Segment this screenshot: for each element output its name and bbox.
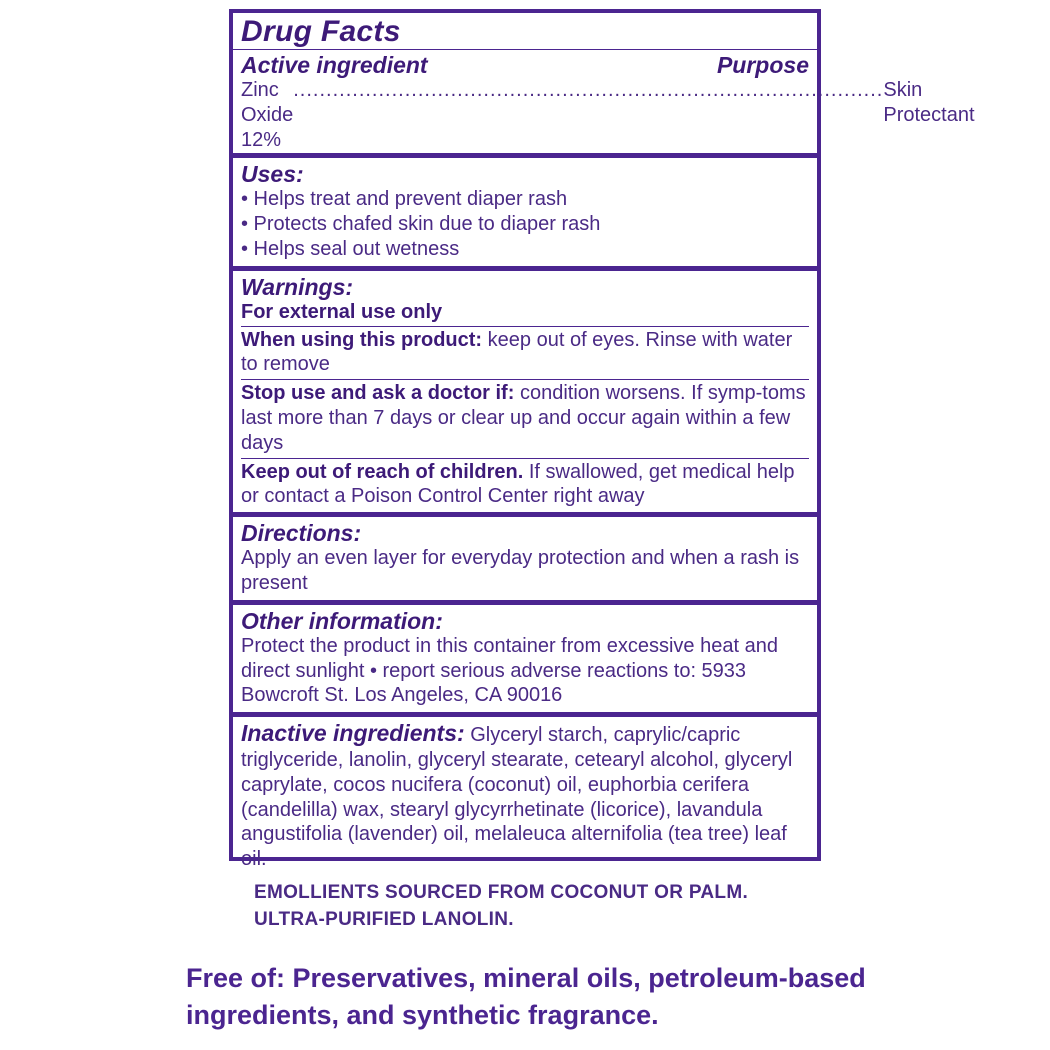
dot-leader: .......................................................................................... xyxy=(293,79,884,101)
directions-section xyxy=(233,512,817,600)
stop-use-text: condition worsens. If symp-toms last more than 7 days or clear up and occur again within a few days xyxy=(241,382,806,454)
purpose-heading: Purpose xyxy=(716,52,809,78)
keep-out-label: Keep out of reach of children. xyxy=(241,460,524,483)
inactive-ingredients-section xyxy=(233,712,817,872)
other-information-section xyxy=(233,600,817,712)
emollients-note-line: EMOLLIENTS SOURCED FROM COCONUT OR PALM. xyxy=(254,882,749,903)
keep-out-text: If swallowed, get medical help or contact a Poison Control Center right away xyxy=(241,460,795,508)
uses-heading: Uses: xyxy=(241,161,304,188)
warnings-heading: Warnings: xyxy=(241,273,354,300)
drug-facts-header xyxy=(233,13,817,49)
warnings-section xyxy=(233,266,817,326)
external-use-warning: For external use only xyxy=(241,300,443,323)
directions-text: Apply an even layer for everyday protection and when a rash is present xyxy=(241,547,800,594)
inactive-ingredients-heading: Inactive ingredients: xyxy=(241,720,465,747)
when-using-warning xyxy=(241,326,809,380)
directions-heading: Directions: xyxy=(241,520,362,547)
warnings-subsections xyxy=(233,326,817,513)
when-using-label: When using this product: xyxy=(241,328,483,351)
uses-item: • Helps seal out wetness xyxy=(241,237,460,260)
uses-section xyxy=(233,153,817,265)
emollients-note xyxy=(254,879,854,933)
inactive-ingredients-text: Glyceryl starch, caprylic/capric triglyceride, lanolin, glyceryl stearate, cetearyl alcohol, glyceryl caprylate, cocos nucifera (coconut) oil, euphorbia cerifera (candelilla) wax, stearyl glycyrrhetinate (licorice), lavandula angustifolia (lavender) oil, melaleuca alternifolia (tea tree) leaf oil. xyxy=(241,724,793,871)
free-of-statement: Free of: Preservatives, mineral oils, petroleum-based ingredients, and synthetic fragrance. xyxy=(186,963,866,1030)
when-using-text: keep out of eyes. Rinse with water to remove xyxy=(241,328,793,376)
stop-use-warning xyxy=(241,379,809,457)
active-ingredient-purpose: Skin Protectant xyxy=(883,79,975,126)
keep-out-of-reach-warning xyxy=(241,458,809,513)
emollients-note-line: ULTRA-PURIFIED LANOLIN. xyxy=(254,909,514,930)
active-ingredient-heading: Active ingredient xyxy=(241,52,428,78)
other-information-text: Protect the product in this container from excessive heat and direct sunlight • report serious adverse reactions to: 5933 Bowcroft St. Los Angeles, CA 90016 xyxy=(241,634,778,707)
active-ingredient-name: Zinc Oxide 12% xyxy=(241,79,294,151)
uses-item: • Helps treat and prevent diaper rash xyxy=(241,188,568,211)
stop-use-label: Stop use and ask a doctor if: xyxy=(241,382,515,405)
drug-facts-panel xyxy=(229,9,975,871)
active-ingredient-row xyxy=(241,78,975,152)
drug-facts-title: Drug Facts xyxy=(241,15,401,48)
uses-item: • Protects chafed skin due to diaper rash xyxy=(241,213,601,236)
active-ingredient-section xyxy=(233,49,975,153)
other-information-heading: Other information: xyxy=(241,607,443,634)
